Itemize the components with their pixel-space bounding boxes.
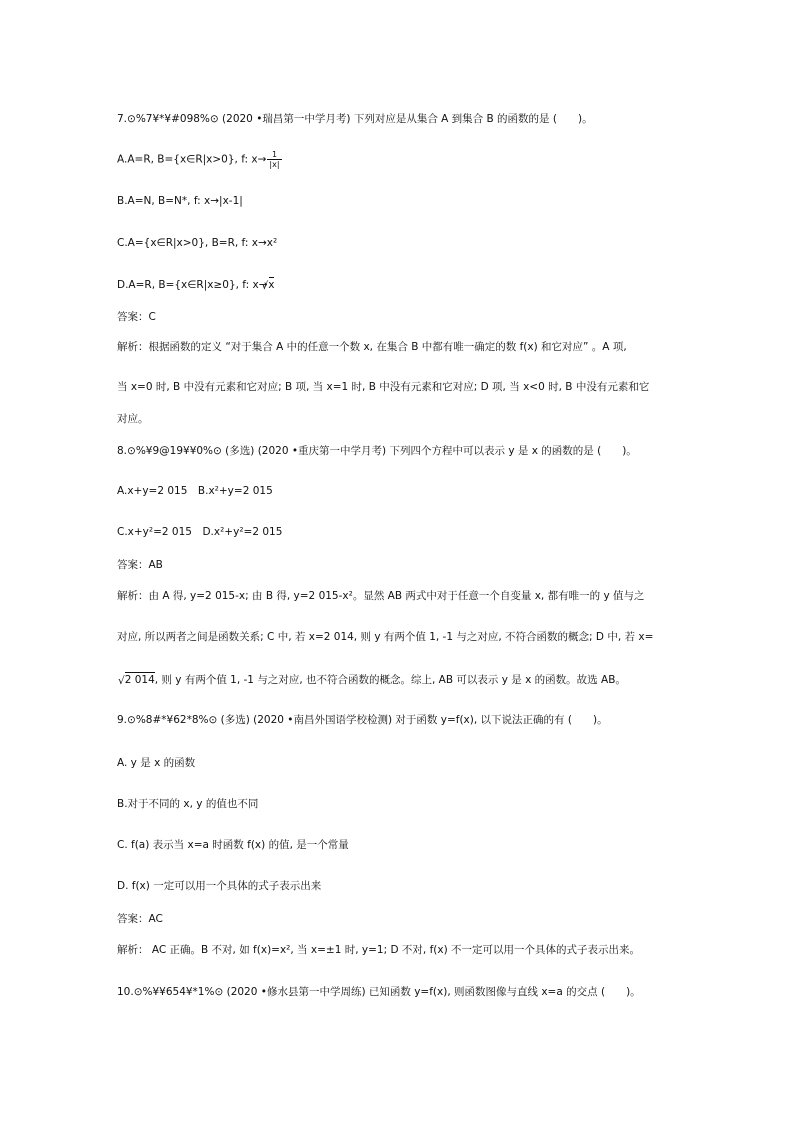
q8-analysis-text: , 则 y 有两个值 1, -1 与之对应, 也不符合函数的概念。综上, AB 可以表示 y 是 x 的函数。故选 AB。 bbox=[154, 674, 626, 686]
q7-analysis-line: 当 x=0 时, B 中没有元素和它对应; B 项, 当 x=1 时, B 中没有元素和它对应; D 项, 当 x<0 时, B 中没有元素和它 bbox=[117, 381, 650, 393]
q9-option-a: A. y 是 x 的函数 bbox=[117, 757, 196, 769]
q8-analysis-line bbox=[117, 672, 694, 687]
q7-answer: 答案：C bbox=[117, 311, 156, 323]
q9-analysis-line: 解析： AC 正确。B 不对, 如 f(x)=x², 当 x=±1 时, y=1; D 不对, f(x) 不一定可以用一个具体的式子表示出来。 bbox=[117, 944, 641, 956]
q7-option-a bbox=[117, 150, 694, 169]
fraction-numerator: 1 bbox=[267, 150, 281, 160]
q8-options-cd: C.x+y²=2 015 D.x²+y²=2 015 bbox=[117, 526, 283, 538]
q7-option-c: C.A={x∈R|x>0}, B=R, f: x→x² bbox=[117, 237, 278, 249]
sqrt-expression: √ 2 014 bbox=[125, 672, 155, 687]
q9-answer: 答案：AC bbox=[117, 913, 163, 925]
fraction bbox=[267, 150, 281, 169]
q7-option-d-text: D.A=R, B={x∈R|x≥0}, f: x→ bbox=[117, 279, 268, 291]
q9-stem: 9.⊙%8#*¥62*8%⊙ (多选) (2020 •南昌外国语学校检测) 对于函数 y=f(x), 以下说法正确的有 ( )。 bbox=[117, 714, 608, 726]
fraction-denominator: |x| bbox=[269, 160, 280, 169]
q8-analysis-line: 对应, 所以两者之间是函数关系; C 中, 若 x=2 014, 则 y 有两个值 1, -1 与之对应, 不符合函数的概念; D 中, 若 x= bbox=[117, 631, 654, 643]
q10-stem: 10.⊙%¥¥654¥*1%⊙ (2020 •修水县第一中学周练) 已知函数 y=f(x), 则函数图像与直线 x=a 的交点 ( )。 bbox=[117, 986, 641, 998]
q8-options-ab: A.x+y=2 015 B.x²+y=2 015 bbox=[117, 485, 273, 497]
q7-option-a-text: A.A=R, B={x∈R|x>0}, f: x→ bbox=[117, 153, 267, 166]
sqrt-expression: √ x bbox=[269, 277, 275, 292]
q8-analysis-line: 解析：由 A 得, y=2 015-x; 由 B 得, y=2 015-x²。显然 AB 两式中对于任意一个自变量 x, 都有唯一的 y 值与之 bbox=[117, 590, 645, 602]
q7-stem: 7.⊙%7¥*¥#098%⊙ (2020 •瑞昌第一中学月考) 下列对应是从集合 A 到集合 B 的函数的是 ( )。 bbox=[117, 113, 593, 125]
q8-stem: 8.⊙%¥9@19¥¥0%⊙ (多选) (2020 •重庆第一中学月考) 下列四个方程中可以表示 y 是 x 的函数的是 ( )。 bbox=[117, 445, 637, 457]
q9-option-b: B.对于不同的 x, y 的值也不同 bbox=[117, 798, 259, 810]
q7-analysis-line: 对应。 bbox=[117, 413, 149, 425]
q9-option-d: D. f(x) 一定可以用一个具体的式子表示出来 bbox=[117, 880, 322, 892]
q7-option-b: B.A=N, B=N*, f: x→|x-1| bbox=[117, 195, 243, 207]
q7-analysis-line: 解析：根据函数的定义 “对于集合 A 中的任意一个数 x, 在集合 B 中都有唯一确定的数 f(x) 和它对应” 。A 项, bbox=[117, 341, 627, 353]
q8-answer: 答案：AB bbox=[117, 559, 163, 571]
q7-option-d bbox=[117, 277, 694, 292]
q9-option-c: C. f(a) 表示当 x=a 时函数 f(x) 的值, 是一个常量 bbox=[117, 839, 349, 851]
